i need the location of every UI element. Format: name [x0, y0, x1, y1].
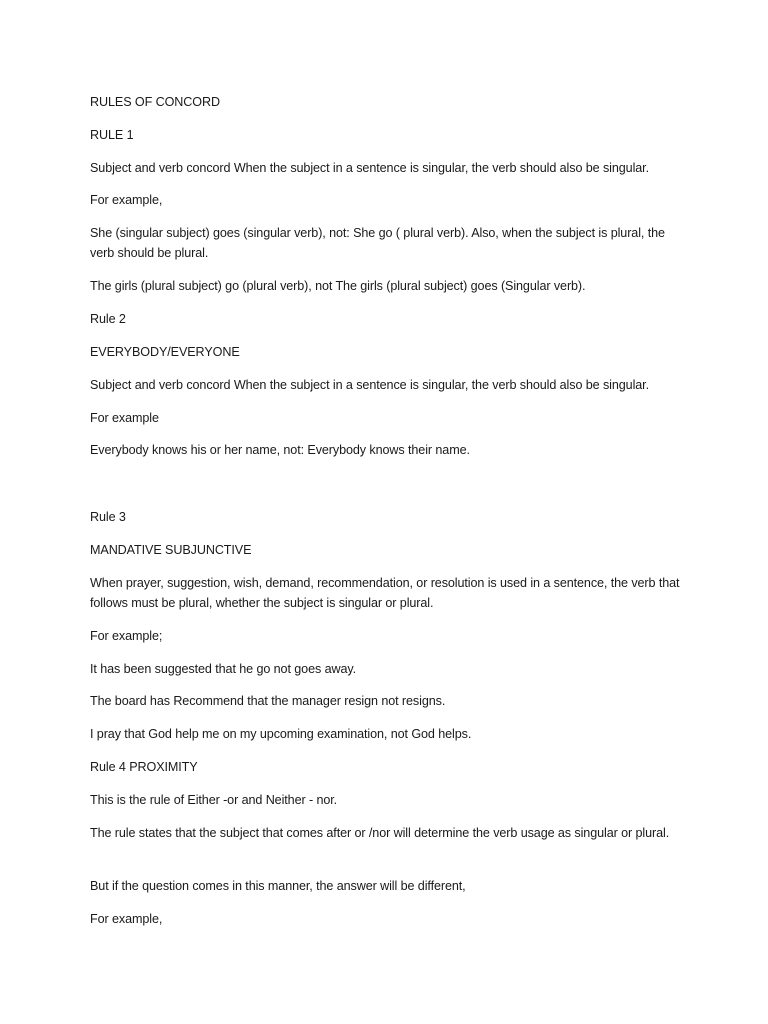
document-title: RULES OF CONCORD [90, 95, 220, 109]
rule-1-example-2: The girls (plural subject) go (plural verb), not The girls (plural subject) goes (Singular verb). [90, 279, 586, 293]
rule-4-text-2: The rule states that the subject that comes after or /nor will determine the verb usage as singular or plural. [90, 826, 670, 840]
rule-1-example-1: She (singular subject) goes (singular verb), not: She go ( plural verb). Also, when the subject is plural, the verb should be plural. [90, 226, 665, 260]
rule-2-subheading: EVERYBODY/EVERYONE [90, 345, 240, 359]
rule-3-example-3: I pray that God help me on my upcoming examination, not God helps. [90, 727, 472, 741]
rule-2-text: Subject and verb concord When the subject in a sentence is singular, the verb should also be singular. [90, 378, 649, 392]
rule-4-text-1: This is the rule of Either -or and Neither - nor. [90, 793, 338, 807]
rule-3-heading: Rule 3 [90, 510, 126, 524]
rule-3-example-2: The board has Recommend that the manager resign not resigns. [90, 694, 446, 708]
rule-1-heading: RULE 1 [90, 128, 134, 142]
rule-3-example-1: It has been suggested that he go not goes away. [90, 662, 357, 676]
rule-1-text: Subject and verb concord When the subject in a sentence is singular, the verb should also be singular. [90, 161, 649, 175]
rule-3-example-intro: For example; [90, 629, 163, 643]
rule-4-text-3: But if the question comes in this manner, the answer will be different, [90, 879, 466, 893]
rule-2-example-1: Everybody knows his or her name, not: Everybody knows their name. [90, 443, 470, 457]
rule-3-subheading: MANDATIVE SUBJUNCTIVE [90, 543, 252, 557]
rule-2-heading: Rule 2 [90, 312, 126, 326]
rule-1-example-intro: For example, [90, 193, 163, 207]
rule-3-text: When prayer, suggestion, wish, demand, recommendation, or resolution is used in a sentence, the verb that follows must be plural, whether the subject is singular or plural. [90, 576, 680, 610]
rule-4-heading: Rule 4 PROXIMITY [90, 760, 198, 774]
rule-4-example-intro: For example, [90, 912, 163, 926]
rule-2-example-intro: For example [90, 411, 159, 425]
